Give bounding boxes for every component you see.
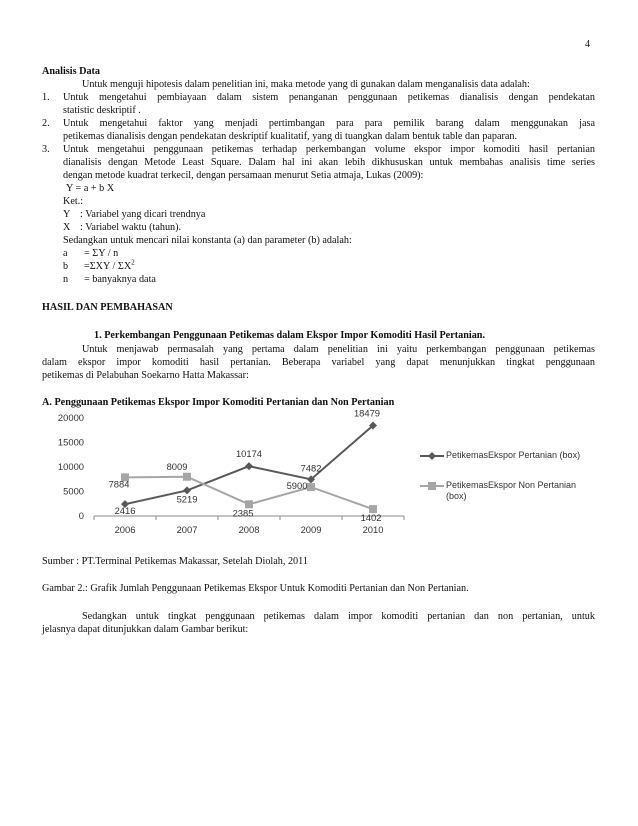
- a-equation: = ΣY / n: [84, 248, 119, 259]
- n-equation: = banyaknya data: [84, 274, 156, 285]
- section-a-heading: A. Penggunaan Petikemas Ekspor Impor Komoditi Pertanian dan Non Pertanian: [42, 397, 395, 408]
- constant-text: Sedangkan untuk mencari nilai konstanta (a) dan parameter (b) adalah:: [63, 235, 352, 246]
- series-non-pertanian: [109, 461, 382, 523]
- legend-non-pertanian-marker-icon: [420, 481, 444, 491]
- x-tick-label: 2007: [176, 524, 198, 535]
- legend-entry-pertanian: [420, 450, 600, 464]
- ket-x-text: : Variabel waktu (tahun).: [80, 222, 182, 233]
- results-para-line-1: Untuk menjawab permasalah yang pertama dalam penelitian ini yaitu perkembangan penggunaan petikemas: [82, 344, 595, 355]
- item-2-number: 2.: [42, 118, 50, 129]
- ket-y-text: : Variabel yang dicari trendnya: [80, 209, 206, 220]
- data-label: 5219: [176, 493, 198, 505]
- results-heading: HASIL DAN PEMBAHASAN: [42, 302, 173, 313]
- item-1-line-2: statistic deskriptif .: [63, 105, 141, 116]
- closing-line-1: Sedangkan untuk tingkat penggunaan petikemas dalam impor komoditi pertanian dan non pertanian, untuk: [82, 611, 595, 622]
- data-point: [307, 483, 315, 491]
- data-point: [245, 462, 253, 470]
- item-2-line-1: Untuk mengetahui faktor yang menjadi pertimbangan para para pemilik barang dalam menggunakan jasa: [63, 118, 595, 129]
- data-point: [183, 473, 191, 481]
- y-tick-label: 10000: [57, 461, 84, 472]
- closing-line-2: jelasnya dapat ditunjukkan dalam Gambar berikut:: [42, 624, 249, 635]
- analysis-heading: Analisis Data: [42, 66, 101, 77]
- analysis-intro: Untuk menguji hipotesis dalam penelitian ini, maka metode yang di gunakan dalam menganalisis data adalah:: [82, 79, 530, 90]
- legend-entry-non-pertanian: [420, 480, 600, 506]
- y-axis-tick-labels: [58, 412, 84, 521]
- page-number: 4: [585, 39, 591, 50]
- item-3-line-3: dengan metode kuadrat terkecil, dengan persamaan menurut Setia atmaja, Lukas (2009):: [63, 170, 424, 181]
- data-label: 2385: [232, 507, 254, 519]
- legend-pertanian-marker-icon: [420, 451, 444, 461]
- item-3-line-2: dianalisis dengan Metode Least Square. Dalam hal ini akan lebih dikhususkan untuk membahas analisis time series: [63, 157, 595, 168]
- ket-x-symbol: X: [63, 222, 71, 233]
- x-tick-label: 2009: [300, 524, 322, 535]
- ket-label: Ket.:: [63, 196, 84, 207]
- item-3-line-1: Untuk mengetahui penggunaan petikemas terhadap perkembangan volume ekspor impor komoditi hasil pertanian: [63, 144, 595, 155]
- b-equation-text: =ΣXY / ΣX: [84, 261, 132, 272]
- data-label: 18479: [353, 410, 381, 419]
- ket-y-symbol: Y: [63, 209, 71, 220]
- chart-legend: [420, 450, 600, 506]
- x-axis-tick-labels: [115, 524, 384, 535]
- data-label: 10174: [235, 448, 263, 460]
- data-label: 7884: [108, 478, 130, 490]
- source-note: Sumber : PT.Terminal Petikemas Makassar, Setelah Diolah, 2011: [42, 556, 308, 567]
- b-equation-exponent: 2: [131, 258, 135, 267]
- b-symbol: b: [63, 261, 69, 272]
- item-1-line-1: Untuk mengetahui pembiayaan dalam sistem penanganan penggunaan petikemas dianalisis dengan pendekatan: [63, 92, 595, 103]
- data-label: 1402: [360, 512, 382, 524]
- y-tick-label: 0: [78, 510, 84, 521]
- legend-pertanian-label: PetikemasEkspor Pertanian (box): [446, 450, 581, 460]
- y-tick-label: 15000: [57, 436, 84, 448]
- y-tick-label: 20000: [57, 412, 84, 423]
- data-label: 7482: [300, 462, 322, 474]
- data-label: 5900: [286, 480, 308, 492]
- x-tick-label: 2006: [114, 524, 136, 535]
- results-subheading: 1. Perkembangan Penggunaan Petikemas dalam Ekspor Impor Komoditi Hasil Pertanian.: [94, 330, 486, 341]
- y-tick-label: 5000: [63, 485, 84, 497]
- formula: Y = a + b X: [66, 183, 115, 194]
- data-label: 2416: [114, 505, 136, 517]
- a-symbol: a: [63, 248, 68, 259]
- b-equation: [84, 258, 135, 274]
- item-3-number: 3.: [42, 144, 50, 155]
- data-label: 8009: [166, 460, 188, 472]
- series-layer: [109, 410, 382, 523]
- item-1-number: 1.: [42, 92, 50, 103]
- item-2-line-2: petikemas dianalisis dengan pendekatan deskriptif kualitatif, yang di tuangkan dalam bentuk table dan paparan.: [63, 131, 518, 142]
- results-para-line-3: petikemas di Pelabuhan Soekarno Hatta Makassar:: [42, 370, 249, 381]
- n-symbol: n: [63, 274, 69, 285]
- figure-caption: Gambar 2.: Grafik Jumlah Penggunaan Petikemas Ekspor Untuk Komoditi Pertanian dan Non Pertanian.: [42, 583, 469, 594]
- results-para-line-2: dalam ekspor impor komoditi hasil pertanian. Beberapa variabel yang dapat menunjukkan tingkat penggunaan: [42, 357, 595, 368]
- x-tick-label: 2008: [238, 524, 260, 535]
- x-tick-label: 2010: [362, 524, 384, 535]
- legend-non-pertanian-label: PetikemasEkspor Non Pertanian (box): [446, 480, 577, 501]
